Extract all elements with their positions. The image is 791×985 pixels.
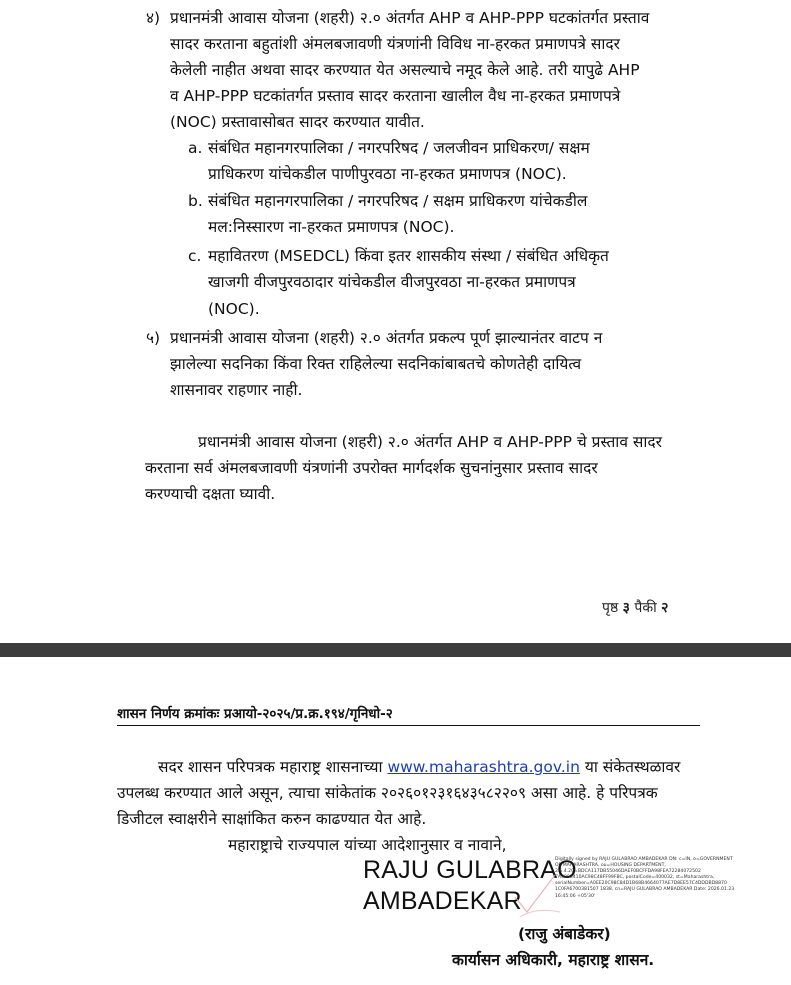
item-4-line-4: व AHP-PPP घटकांतर्गत प्रस्ताव सादर करताना खालील वैध ना-हरकत प्रमाणपत्रे: [170, 87, 621, 105]
closing-paragraph-line-2: करताना सर्व अंमलबजावणी यंत्रणांनी उपरोक्त मार्गदर्शक सुचनांनुसार प्रस्ताव सादर: [145, 459, 598, 477]
closing-paragraph-line-1: प्रधानमंत्री आवास योजना (शहरी) २.० अंतर्गत AHP व AHP-PPP चे प्रस्ताव सादर: [198, 433, 662, 451]
circular-line-1: [158, 754, 680, 780]
subitem-b-marker: b.: [188, 192, 203, 210]
subitem-a-line-1: संबंधित महानगरपालिका / नगरपरिषद / जलजीवन प्राधिकरण/ सक्षम: [208, 139, 590, 157]
subitem-c-line-1: महावितरण (MSEDCL) किंवा इतर शासकीय संस्था / संबंधित अधिकृत: [208, 247, 609, 265]
item-4-line-1: प्रधानमंत्री आवास योजना (शहरी) २.० अंतर्गत AHP व AHP-PPP घटकांतर्गत प्रस्ताव: [170, 9, 650, 27]
item-5-line-3: शासनावर राहणार नाही.: [170, 381, 303, 399]
subitem-c-marker: c.: [188, 247, 202, 265]
page-number-current: ३: [622, 600, 630, 616]
item-4-number: ४): [146, 9, 161, 27]
circular-line-1-before: सदर शासन परिपत्रक महाराष्ट्र शासनाच्या: [158, 758, 388, 776]
circular-line-2: उपलब्ध करण्यात आले असून, त्याचा सांकेतांक २०२६०१२३१६४३५८२२०९ असा आहे. हे परिपत्रक: [117, 784, 658, 802]
maharashtra-gov-link[interactable]: www.maharashtra.gov.in: [387, 758, 580, 776]
item-5-line-1: प्रधानमंत्री आवास योजना (शहरी) २.० अंतर्गत प्रकल्प पूर्ण झाल्यानंतर वाटप न: [170, 329, 603, 347]
item-4-line-5: (NOC) प्रस्तावासोबत सादर करण्यात यावीत.: [170, 113, 425, 131]
circular-line-3: डिजीटल स्वाक्षरीने साक्षांकित करुन काढण्यात येत आहे.: [117, 810, 427, 828]
subitem-b-line-1: संबंधित महानगरपालिका / नगरपरिषद / सक्षम प्राधिकरण यांचेकडील: [208, 192, 588, 210]
item-4-line-2: सादर करताना बहुतांशी अंमलबजावणी यंत्रणांनी विविध ना-हरकत प्रमाणपत्रे सादर: [170, 35, 620, 53]
digital-signature-details: Digitally signed by RAJU GULABRAO AMBADEKAR DN: c=IN, o=GOVERNMENT OF MAHARASHTRA, ou=HOUSING DEPARTMENT, 2.5.4.20=BDCA117DB55046DAEF0BCFFDA98FEA72284072502 7A3993410AC98C48FF99FBC, postalCode=400032, st=Maharashtra, serialNumber=A0EE20C98C84D1B68B4664077AE7D8EE57C4DDDBD8870 1C0FA6700381507 1838, cn=RAJU GULABRAO AMBADEKAR Date: 2026.01.23 16:45:06 +05'30': [555, 857, 735, 899]
subitem-c-line-3: (NOC).: [208, 300, 260, 318]
item-4-line-3: केलेली नाहीत अथवा सादर करण्यात येत असल्याचे नमूद केले आहे. तरी यापुढे AHP: [170, 61, 640, 79]
gr-number-header: शासन निर्णय क्रमांकः प्रआयो-२०२५/प्र.क्र.१९४/गृनिधो-२: [117, 706, 393, 722]
signatory-name: (राजु अंबाडेकर): [518, 925, 611, 943]
document-page-4: [0, 657, 791, 985]
subitem-c-line-2: खाजगी वीजपुरवठादार यांचेकडील वीजपुरवठा ना-हरकत प्रमाणपत्र: [208, 273, 576, 291]
item-5-number: ५): [146, 329, 161, 347]
circular-line-1-after: या संकेतस्थळावर: [579, 758, 681, 776]
page-number-prefix: पृष्ठ: [602, 600, 623, 616]
signatory-designation: कार्यासन अधिकारी, महाराष्ट्र शासन.: [452, 951, 655, 969]
signature-name-line-1: RAJU GULABRAO: [363, 856, 577, 884]
subitem-b-line-2: मल:निस्सारण ना-हरकत प्रमाणपत्र (NOC).: [208, 218, 455, 236]
closing-paragraph-line-3: करण्याची दक्षता घ्यावी.: [145, 485, 276, 503]
page-separator: [0, 643, 791, 657]
signature-name-line-2: AMBADEKAR: [363, 887, 522, 915]
subitem-a-line-2: प्राधिकरण यांचेकडील पाणीपुरवठा ना-हरकत प्रमाणपत्र (NOC).: [208, 165, 567, 183]
item-5-line-2: झालेल्या सदनिका किंवा रिक्त राहिलेल्या सदनिकांबाबतचे कोणतेही दायित्व: [170, 355, 582, 373]
page-number-middle: पैकी: [629, 600, 662, 616]
subitem-a-marker: a.: [188, 139, 203, 157]
by-order-text: महाराष्ट्राचे राज्यपाल यांच्या आदेशानुसार व नावाने,: [228, 836, 507, 854]
header-underline: [117, 725, 700, 726]
page-number: [602, 598, 668, 617]
page-number-total: २: [661, 600, 669, 616]
